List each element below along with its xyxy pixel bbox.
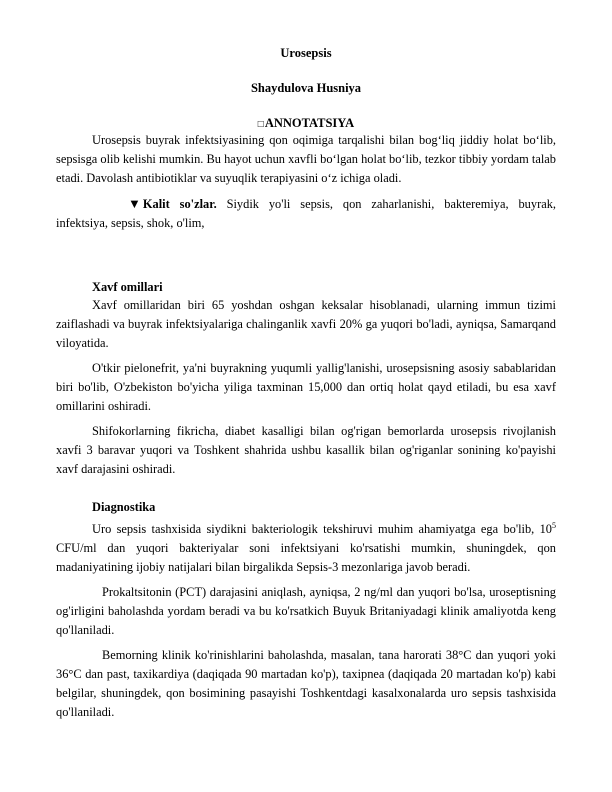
pin-icon: ▼ xyxy=(128,196,141,211)
annotation-heading-text: ANNOTATSIYA xyxy=(264,116,355,130)
annotation-heading xyxy=(56,116,556,131)
diagnostics-p1-part-2: CFU/ml dan yuqori bakteriyalar soni infektsiyani ko'rsatishi mumkin, shuningdek, qon madaniyatining ijobiy natijalari bilan birgalikda Sepsis-3 mezonlariga javob beradi. xyxy=(56,541,556,575)
diagnostics-paragraph-1 xyxy=(56,516,556,577)
exponent: 5 xyxy=(552,521,556,530)
keywords-paragraph xyxy=(56,194,556,233)
annotation-text: Urosepsis buyrak infektsiyasining qon oqimiga tarqalishi bilan bog‘liq jiddiy holat bo‘lib, sepsisga olib kelishi mumkin. Bu hayot uchun xavfli bo‘lgan holat bo‘lib, tezkor tibbiy yordam talab etadi. Davolash antibiotiklar va suyuqlik terapiyasini o‘z ichiga oladi. xyxy=(56,133,556,185)
section-heading-diagnostics: Diagnostika xyxy=(92,500,156,514)
risk-paragraph-1: Xavf omillaridan biri 65 yoshdan oshgan keksalar hisoblanadi, ularning immun tizimi zaiflashadi va buyrak infektsiyalariga chalinganlik xavfi 20% ga yuqori bo'ladi, ayniqsa, Samarqand viloyatida. xyxy=(56,298,556,350)
paper-title: Urosepsis xyxy=(280,46,332,60)
risk-paragraph-2: O'tkir pielonefrit, ya'ni buyrakning yuqumli yallig'lanishi, urosepsisning asosiy sabablaridan biri bo'lib, O'zbekiston bo'yicha yiliga taxminan 15,000 dan ortiq holat qayd etiladi, bu esa xavf omillarini oshiradi. xyxy=(56,361,556,413)
risk-paragraph-3: Shifokorlarning fikricha, diabet kasalligi bilan og'rigan bemorlarda urosepsis rivojlanish xavfi 3 baravar yuqori va Toshkent shahrida ushbu kasallik bilan og'riganlar sonining ko'payishi xavf darajasini oshiradi. xyxy=(56,424,556,476)
keywords-text: Siydik yo'li sepsis, qon zaharlanishi, bakteremiya, buyrak, infektsiya, sepsis, shok, o'lim, xyxy=(56,197,556,230)
diagnostics-p1-part-1: Uro sepsis tashxisida siydikni bakteriologik tekshiruvi muhim ahamiyatga ega bo'lib, 10 xyxy=(92,522,552,537)
paper-author: Shaydulova Husniya xyxy=(250,81,362,95)
section-heading-risk-factors: Xavf omillari xyxy=(92,280,163,294)
placeholder-box-icon: □ xyxy=(257,119,264,130)
diagnostics-paragraph-2: Prokaltsitonin (PCT) darajasini aniqlash, ayniqsa, 2 ng/ml dan yuqori bo'lsa, uroseptisning og'irligini baholashda yordam beradi va bu ko'rsatkich Buyuk Britaniyadagi klinik amaliyotda keng qo'llaniladi. xyxy=(56,585,556,638)
keywords-label: Kalit so'zlar. xyxy=(142,197,217,211)
diagnostics-paragraph-3: Bemorning klinik ko'rinishlarini baholashda, masalan, tana harorati 38°C dan yuqori yoki 36°C dan past, taxikardiya (daqiqada 90 martadan ko'p), taxipnea (daqiqada 20 martadan ko'p) kabi belgilar, shuningdek, qon bosimining pasayishi Toshkentdagi kasalxonalarda uro sepsis tashxisida qo'llaniladi. xyxy=(56,648,556,720)
